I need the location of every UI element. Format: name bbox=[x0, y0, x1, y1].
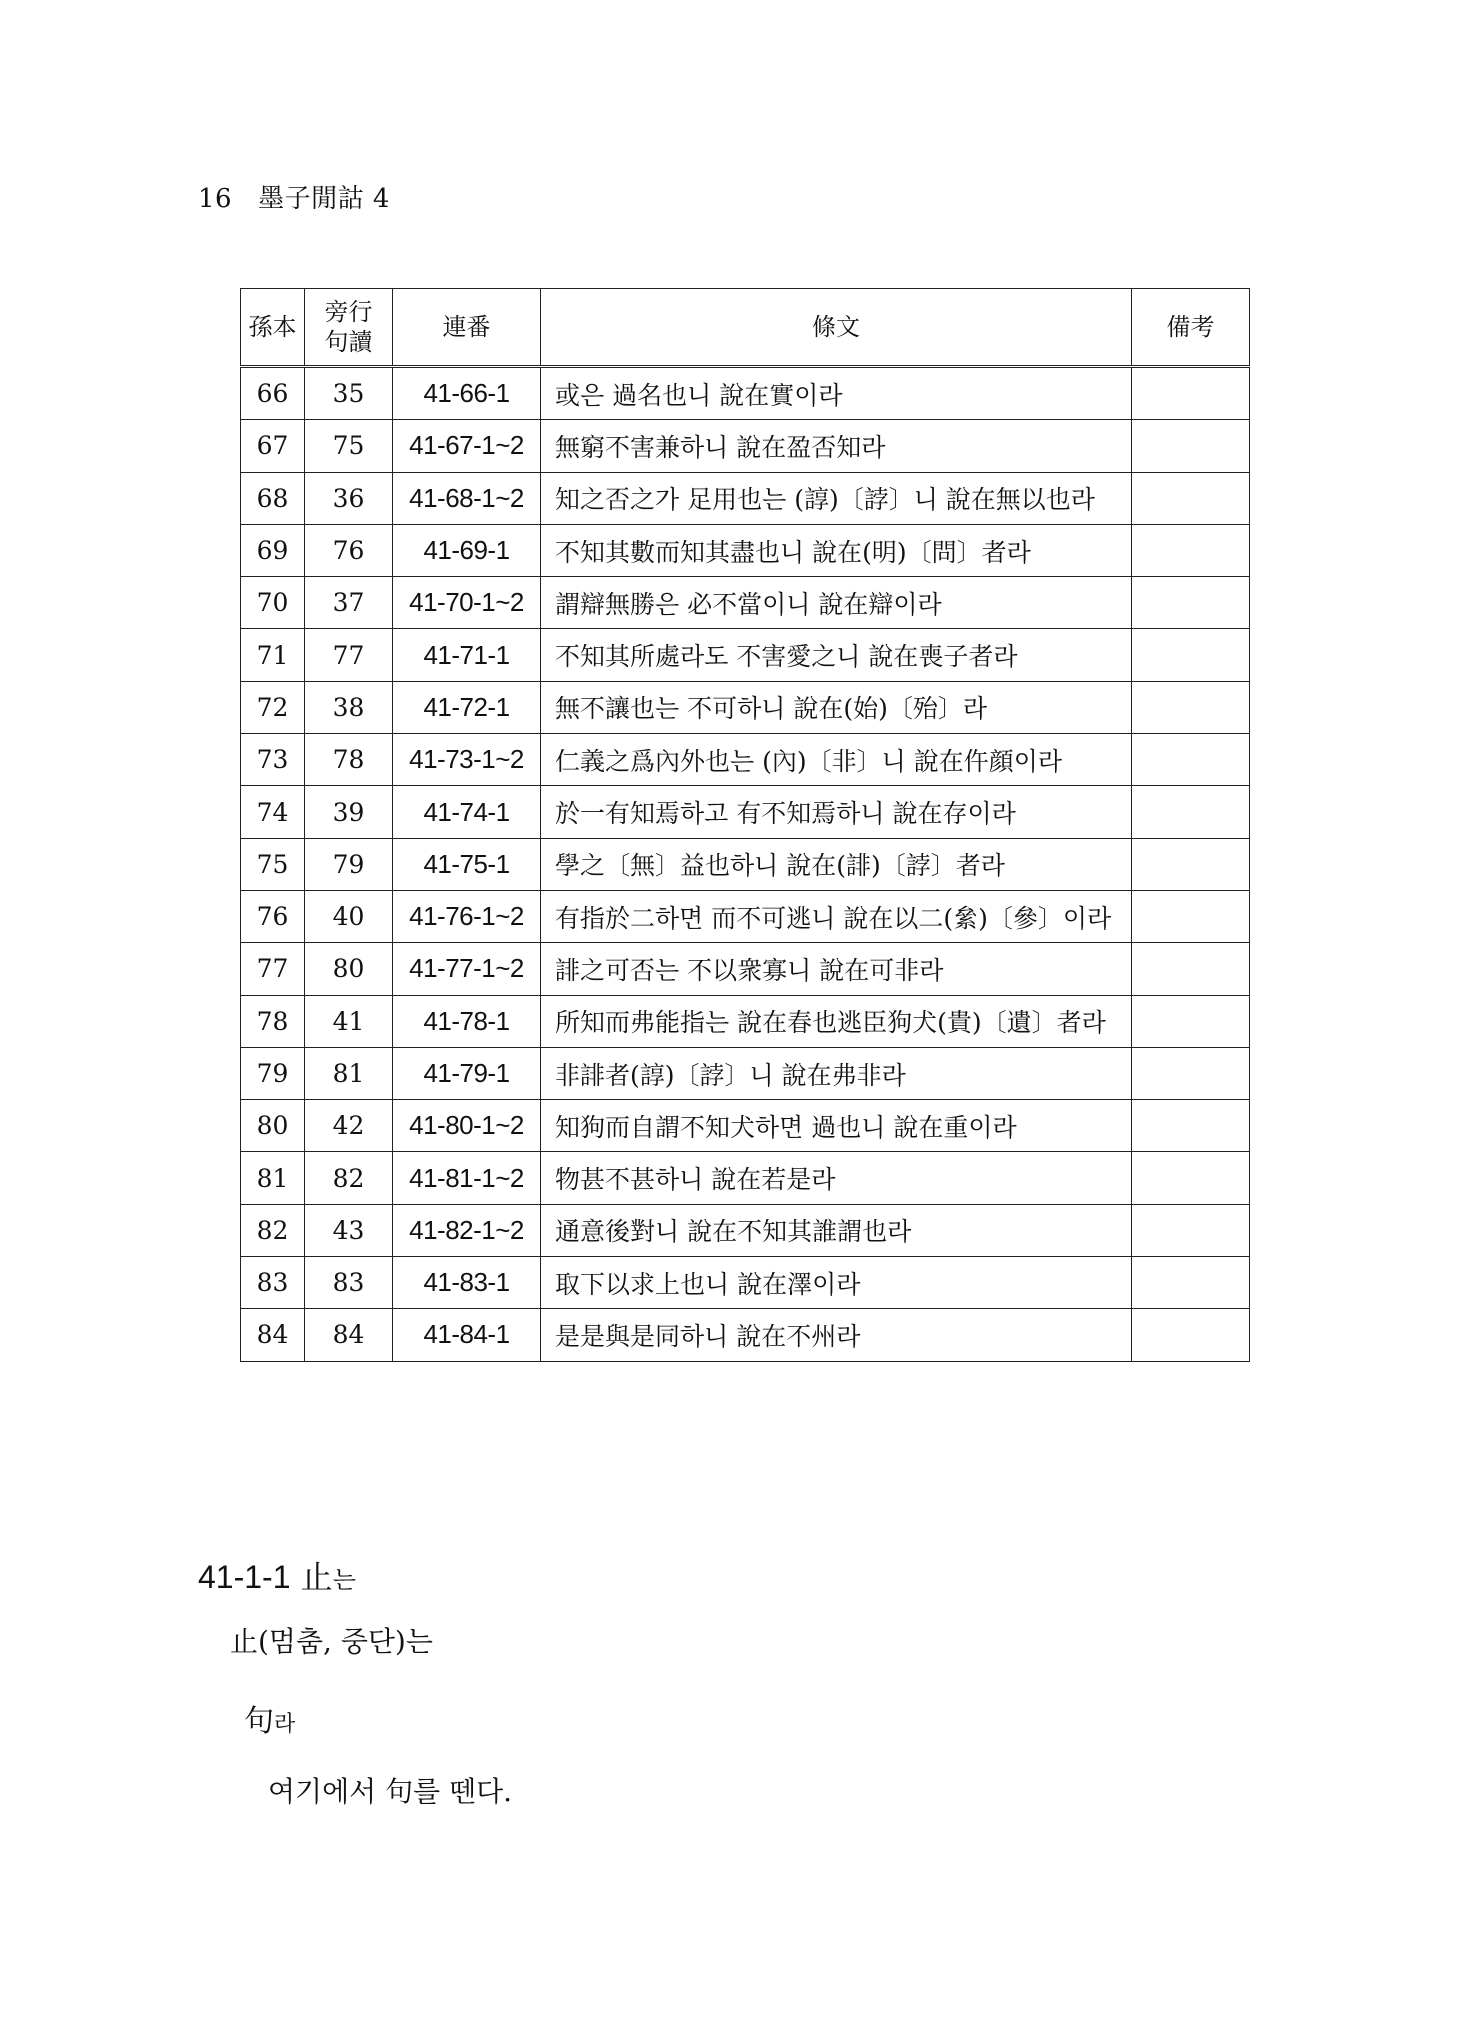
cell-jomun: 不知其數而知其盡也니 說在(明)〔問〕者라 bbox=[541, 524, 1132, 576]
cell-jomun: 知之否之가 足用也는 (諄)〔誖〕니 說在無以也라 bbox=[541, 472, 1132, 524]
cell-jomun: 於一有知焉하고 有不知焉하니 說在存이라 bbox=[541, 786, 1132, 838]
cell-banghaeng: 36 bbox=[305, 472, 393, 524]
cell-yeonbeon: 41-66-1 bbox=[393, 367, 541, 420]
table-row bbox=[241, 1309, 1250, 1361]
header-banghaeng bbox=[305, 289, 393, 367]
cell-sunbon: 84 bbox=[241, 1309, 305, 1361]
book-title: 墨子閒詁 4 bbox=[258, 184, 390, 214]
cell-banghaeng: 38 bbox=[305, 681, 393, 733]
cell-banghaeng: 79 bbox=[305, 838, 393, 890]
cell-jomun: 仁義之爲內外也는 (內)〔非〕니 說在仵顔이라 bbox=[541, 734, 1132, 786]
cell-banghaeng: 82 bbox=[305, 1152, 393, 1204]
cell-bigo bbox=[1132, 420, 1250, 472]
cell-sunbon: 68 bbox=[241, 472, 305, 524]
cell-bigo bbox=[1132, 1100, 1250, 1152]
table-row bbox=[241, 524, 1250, 576]
cell-yeonbeon: 41-69-1 bbox=[393, 524, 541, 576]
cell-yeonbeon: 41-68-1~2 bbox=[393, 472, 541, 524]
cell-sunbon: 74 bbox=[241, 786, 305, 838]
cell-bigo bbox=[1132, 1152, 1250, 1204]
cell-banghaeng: 78 bbox=[305, 734, 393, 786]
cell-yeonbeon: 41-75-1 bbox=[393, 838, 541, 890]
header-jomun: 條文 bbox=[541, 289, 1132, 367]
cell-bigo bbox=[1132, 995, 1250, 1047]
cell-banghaeng: 39 bbox=[305, 786, 393, 838]
cell-bigo bbox=[1132, 681, 1250, 733]
cell-bigo bbox=[1132, 838, 1250, 890]
cell-banghaeng: 75 bbox=[305, 420, 393, 472]
cell-banghaeng: 84 bbox=[305, 1309, 393, 1361]
cell-yeonbeon: 41-67-1~2 bbox=[393, 420, 541, 472]
cell-yeonbeon: 41-71-1 bbox=[393, 629, 541, 681]
cell-banghaeng: 76 bbox=[305, 524, 393, 576]
cell-yeonbeon: 41-73-1~2 bbox=[393, 734, 541, 786]
table-row bbox=[241, 995, 1250, 1047]
table-body bbox=[241, 367, 1250, 1362]
table-row bbox=[241, 367, 1250, 420]
cell-jomun: 無不讓也는 不可하니 說在(始)〔殆〕라 bbox=[541, 681, 1132, 733]
table-row bbox=[241, 420, 1250, 472]
table-row bbox=[241, 786, 1250, 838]
cell-banghaeng: 81 bbox=[305, 1047, 393, 1099]
cell-yeonbeon: 41-80-1~2 bbox=[393, 1100, 541, 1152]
cell-yeonbeon: 41-74-1 bbox=[393, 786, 541, 838]
cell-banghaeng: 37 bbox=[305, 577, 393, 629]
cell-jomun: 學之〔無〕益也하니 說在(誹)〔誖〕者라 bbox=[541, 838, 1132, 890]
cell-bigo bbox=[1132, 890, 1250, 942]
table-row bbox=[241, 890, 1250, 942]
cell-bigo bbox=[1132, 367, 1250, 420]
cell-banghaeng: 80 bbox=[305, 943, 393, 995]
cell-sunbon: 81 bbox=[241, 1152, 305, 1204]
header-bigo: 備考 bbox=[1132, 289, 1250, 367]
cell-sunbon: 76 bbox=[241, 890, 305, 942]
sub-heading bbox=[244, 1696, 295, 1740]
cell-banghaeng: 83 bbox=[305, 1257, 393, 1309]
cell-sunbon: 71 bbox=[241, 629, 305, 681]
cell-jomun: 或은 過名也니 說在實이라 bbox=[541, 367, 1132, 420]
header-yeonbeon: 連番 bbox=[393, 289, 541, 367]
cell-jomun: 通意後對니 說在不知其誰謂也라 bbox=[541, 1204, 1132, 1256]
cell-bigo bbox=[1132, 734, 1250, 786]
cell-bigo bbox=[1132, 943, 1250, 995]
header-banghaeng-line1: 旁行 bbox=[324, 298, 373, 326]
cell-bigo bbox=[1132, 1047, 1250, 1099]
cell-yeonbeon: 41-72-1 bbox=[393, 681, 541, 733]
cell-bigo bbox=[1132, 472, 1250, 524]
cell-bigo bbox=[1132, 524, 1250, 576]
cell-yeonbeon: 41-77-1~2 bbox=[393, 943, 541, 995]
table-header-row bbox=[241, 289, 1250, 367]
table-row bbox=[241, 1204, 1250, 1256]
header-sunbon: 孫本 bbox=[241, 289, 305, 367]
cell-bigo bbox=[1132, 1204, 1250, 1256]
cell-sunbon: 70 bbox=[241, 577, 305, 629]
cell-sunbon: 78 bbox=[241, 995, 305, 1047]
cell-yeonbeon: 41-84-1 bbox=[393, 1309, 541, 1361]
running-head bbox=[198, 178, 390, 215]
cell-yeonbeon: 41-82-1~2 bbox=[393, 1204, 541, 1256]
cell-jomun: 知狗而自謂不知犬하면 過也니 說在重이라 bbox=[541, 1100, 1132, 1152]
table-row bbox=[241, 838, 1250, 890]
cell-yeonbeon: 41-78-1 bbox=[393, 995, 541, 1047]
table-row bbox=[241, 1152, 1250, 1204]
table-row bbox=[241, 577, 1250, 629]
sub-hanja: 句 bbox=[244, 1704, 274, 1739]
cell-banghaeng: 77 bbox=[305, 629, 393, 681]
cell-jomun: 誹之可否는 不以衆寡니 說在可非라 bbox=[541, 943, 1132, 995]
table-row bbox=[241, 1257, 1250, 1309]
cell-jomun: 所知而弗能指는 說在春也逃臣狗犬(貴)〔遺〕者라 bbox=[541, 995, 1132, 1047]
cell-jomun: 謂辯無勝은 必不當이니 說在辯이라 bbox=[541, 577, 1132, 629]
cell-banghaeng: 43 bbox=[305, 1204, 393, 1256]
table-row bbox=[241, 1100, 1250, 1152]
cell-jomun: 是是與是同하니 說在不州라 bbox=[541, 1309, 1132, 1361]
cell-yeonbeon: 41-81-1~2 bbox=[393, 1152, 541, 1204]
cell-jomun: 無窮不害兼하니 說在盈否知라 bbox=[541, 420, 1132, 472]
cell-banghaeng: 42 bbox=[305, 1100, 393, 1152]
entry-gloss: 止(멈춤, 중단)는 bbox=[230, 1625, 433, 1658]
cell-sunbon: 69 bbox=[241, 524, 305, 576]
entry-hanja: 止 bbox=[300, 1558, 333, 1596]
cell-yeonbeon: 41-70-1~2 bbox=[393, 577, 541, 629]
cell-sunbon: 80 bbox=[241, 1100, 305, 1152]
cell-sunbon: 72 bbox=[241, 681, 305, 733]
cell-sunbon: 79 bbox=[241, 1047, 305, 1099]
cell-bigo bbox=[1132, 1309, 1250, 1361]
entry-particle: 는 bbox=[332, 1566, 356, 1594]
table-row bbox=[241, 943, 1250, 995]
cell-jomun: 取下以求上也니 說在澤이라 bbox=[541, 1257, 1132, 1309]
cell-jomun: 物甚不甚하니 說在若是라 bbox=[541, 1152, 1132, 1204]
cell-sunbon: 82 bbox=[241, 1204, 305, 1256]
cell-sunbon: 73 bbox=[241, 734, 305, 786]
table-row bbox=[241, 472, 1250, 524]
page-number: 16 bbox=[198, 184, 233, 214]
cell-yeonbeon: 41-76-1~2 bbox=[393, 890, 541, 942]
cell-jomun: 不知其所處라도 不害愛之니 說在喪子者라 bbox=[541, 629, 1132, 681]
cell-bigo bbox=[1132, 577, 1250, 629]
table-row bbox=[241, 734, 1250, 786]
cell-banghaeng: 40 bbox=[305, 890, 393, 942]
table-row bbox=[241, 629, 1250, 681]
cell-bigo bbox=[1132, 629, 1250, 681]
table-row bbox=[241, 1047, 1250, 1099]
sub-particle: 라 bbox=[274, 1712, 296, 1737]
entry-heading bbox=[198, 1552, 356, 1598]
entry-code: 41-1-1 bbox=[198, 1559, 291, 1595]
cell-banghaeng: 41 bbox=[305, 995, 393, 1047]
cell-jomun: 有指於二하면 而不可逃니 說在以二(絫)〔參〕이라 bbox=[541, 890, 1132, 942]
table-row bbox=[241, 681, 1250, 733]
cell-jomun: 非誹者(諄)〔誖〕니 說在弗非라 bbox=[541, 1047, 1132, 1099]
cell-sunbon: 75 bbox=[241, 838, 305, 890]
cell-sunbon: 66 bbox=[241, 367, 305, 420]
cell-sunbon: 77 bbox=[241, 943, 305, 995]
clause-table bbox=[240, 288, 1250, 1362]
cell-sunbon: 83 bbox=[241, 1257, 305, 1309]
sub-gloss: 여기에서 句를 뗀다. bbox=[268, 1775, 513, 1808]
cell-bigo bbox=[1132, 786, 1250, 838]
cell-banghaeng: 35 bbox=[305, 367, 393, 420]
cell-yeonbeon: 41-83-1 bbox=[393, 1257, 541, 1309]
cell-yeonbeon: 41-79-1 bbox=[393, 1047, 541, 1099]
cell-bigo bbox=[1132, 1257, 1250, 1309]
cell-sunbon: 67 bbox=[241, 420, 305, 472]
header-banghaeng-line2: 句讀 bbox=[324, 328, 373, 356]
